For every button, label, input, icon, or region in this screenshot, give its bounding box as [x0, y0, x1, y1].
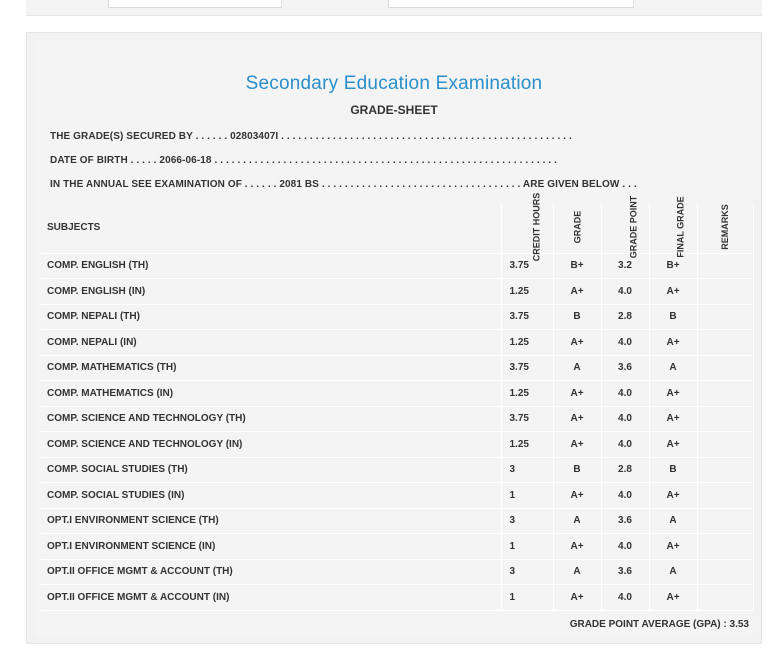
subject-cell: COMP. ENGLISH (IN): [41, 279, 501, 305]
remarks-cell: [697, 559, 753, 585]
grade-cell: A: [553, 559, 601, 585]
subject-cell: COMP. SCIENCE AND TECHNOLOGY (TH): [41, 406, 501, 432]
table-row: [41, 508, 753, 534]
credit-hours-cell: 3: [501, 508, 553, 534]
final-grade-cell: A+: [649, 534, 697, 560]
subject-cell: COMP. SOCIAL STUDIES (TH): [41, 457, 501, 483]
final-grade-cell: B+: [649, 253, 697, 279]
top-input-field-1[interactable]: [108, 0, 282, 8]
table-row: [41, 534, 753, 560]
table-row: [41, 381, 753, 407]
remarks-cell: [697, 483, 753, 509]
credit-hours-cell: 1.25: [501, 381, 553, 407]
credit-hours-cell: 1.25: [501, 330, 553, 356]
grade-rows: [41, 253, 753, 610]
remarks-cell: [697, 432, 753, 458]
table-row: [41, 304, 753, 330]
grade-point-cell: 3.6: [601, 559, 649, 585]
remarks-cell: [697, 534, 753, 560]
subject-cell: COMP. MATHEMATICS (IN): [41, 381, 501, 407]
grade-point-cell: 4.0: [601, 534, 649, 560]
grade-point-cell: 2.8: [601, 304, 649, 330]
exam-title: Secondary Education Examination: [245, 73, 543, 94]
date-of-birth-line: DATE OF BIRTH . . . . . 2066-06-18 . . . . . . . . . . . . . . . . . . . . . . . . . . . . . . . . . . . . . . . . . . . . . . . . . . . . . . . . . . . .: [50, 155, 557, 166]
remarks-cell: [697, 330, 753, 356]
final-grade-cell: A+: [649, 406, 697, 432]
grade-cell: A+: [553, 432, 601, 458]
top-input-field-2[interactable]: [388, 0, 634, 8]
grade-cell: A+: [553, 381, 601, 407]
subject-cell: COMP. SCIENCE AND TECHNOLOGY (IN): [41, 432, 501, 458]
header-grade: GRADE: [553, 203, 601, 253]
grade-cell: B+: [553, 253, 601, 279]
final-grade-cell: B: [649, 457, 697, 483]
remarks-cell: [697, 406, 753, 432]
grade-cell: A: [553, 508, 601, 534]
subject-cell: OPT.I ENVIRONMENT SCIENCE (IN): [41, 534, 501, 560]
subject-cell: OPT.II OFFICE MGMT & ACCOUNT (IN): [41, 585, 501, 611]
header-remarks: REMARKS: [697, 203, 753, 253]
subject-cell: COMP. SOCIAL STUDIES (IN): [41, 483, 501, 509]
grade-point-cell: 3.2: [601, 253, 649, 279]
subject-cell: COMP. ENGLISH (TH): [41, 253, 501, 279]
grade-cell: A+: [553, 279, 601, 305]
credit-hours-cell: 1: [501, 483, 553, 509]
subject-cell: COMP. MATHEMATICS (TH): [41, 355, 501, 381]
table-row: [41, 330, 753, 356]
table-row: [41, 406, 753, 432]
header-final-grade: FINAL GRADE: [649, 203, 697, 253]
grades-table: [41, 192, 754, 611]
table-row: [41, 559, 753, 585]
grade-point-cell: 2.8: [601, 457, 649, 483]
credit-hours-cell: 1: [501, 585, 553, 611]
subject-cell: COMP. NEPALI (TH): [41, 304, 501, 330]
credit-hours-cell: 1.25: [501, 432, 553, 458]
gpa-summary: GRADE POINT AVERAGE (GPA) : 3.53: [569, 619, 749, 630]
grade-sheet-body: [35, 39, 753, 637]
grade-cell: B: [553, 457, 601, 483]
credit-hours-cell: 3.75: [501, 355, 553, 381]
exam-line: IN THE ANNUAL SEE EXAMINATION OF . . . . . . 2081 BS . . . . . . . . . . . . . . . . . . . . . . . . . . . . . . . . . . . ARE GIVEN BELOW . . .: [50, 179, 637, 190]
grade-cell: A: [553, 355, 601, 381]
final-grade-cell: A+: [649, 432, 697, 458]
grade-cell: A+: [553, 585, 601, 611]
final-grade-cell: A: [649, 508, 697, 534]
credit-hours-cell: 3.75: [501, 304, 553, 330]
credit-hours-cell: 1.25: [501, 279, 553, 305]
table-row: [41, 279, 753, 305]
secured-by-line: THE GRADE(S) SECURED BY . . . . . . 02803407I . . . . . . . . . . . . . . . . . . . . . . . . . . . . . . . . . . . . . . . . . . . . . . . . . . .: [50, 131, 572, 142]
remarks-cell: [697, 253, 753, 279]
final-grade-cell: B: [649, 304, 697, 330]
final-grade-cell: A+: [649, 381, 697, 407]
remarks-cell: [697, 381, 753, 407]
sheet-subtitle: GRADE-SHEET: [350, 103, 438, 117]
final-grade-cell: A: [649, 355, 697, 381]
table-row: [41, 355, 753, 381]
grade-point-cell: 3.6: [601, 355, 649, 381]
remarks-cell: [697, 279, 753, 305]
grade-sheet-panel: [26, 32, 762, 644]
table-row: [41, 457, 753, 483]
final-grade-cell: A+: [649, 585, 697, 611]
table-row: [41, 585, 753, 611]
final-grade-cell: A+: [649, 279, 697, 305]
grade-cell: A+: [553, 330, 601, 356]
remarks-cell: [697, 304, 753, 330]
grade-point-cell: 4.0: [601, 279, 649, 305]
grade-cell: A+: [553, 406, 601, 432]
grade-cell: B: [553, 304, 601, 330]
grade-point-cell: 4.0: [601, 330, 649, 356]
remarks-cell: [697, 355, 753, 381]
header-grade-point: GRADE POINT: [601, 203, 649, 253]
credit-hours-cell: 3: [501, 457, 553, 483]
subject-cell: OPT.I ENVIRONMENT SCIENCE (TH): [41, 508, 501, 534]
grade-point-cell: 4.0: [601, 585, 649, 611]
table-row: [41, 483, 753, 509]
grade-point-cell: 4.0: [601, 432, 649, 458]
grade-point-cell: 4.0: [601, 381, 649, 407]
header-subjects: SUBJECTS: [41, 203, 501, 253]
subject-cell: COMP. NEPALI (IN): [41, 330, 501, 356]
remarks-cell: [697, 508, 753, 534]
table-row: [41, 253, 753, 279]
grade-point-cell: 4.0: [601, 483, 649, 509]
grade-cell: A+: [553, 483, 601, 509]
table-row: [41, 432, 753, 458]
final-grade-cell: A: [649, 559, 697, 585]
grade-point-cell: 3.6: [601, 508, 649, 534]
table-header-row: [41, 203, 753, 253]
credit-hours-cell: 3.75: [501, 253, 553, 279]
top-form-strip: [26, 0, 762, 16]
subject-cell: OPT.II OFFICE MGMT & ACCOUNT (TH): [41, 559, 501, 585]
grade-point-cell: 4.0: [601, 406, 649, 432]
credit-hours-cell: 1: [501, 534, 553, 560]
credit-hours-cell: 3: [501, 559, 553, 585]
credit-hours-cell: 3.75: [501, 406, 553, 432]
remarks-cell: [697, 585, 753, 611]
grade-cell: A+: [553, 534, 601, 560]
header-credit-hours: CREDIT HOURS: [501, 203, 553, 253]
remarks-cell: [697, 457, 753, 483]
final-grade-cell: A+: [649, 330, 697, 356]
final-grade-cell: A+: [649, 483, 697, 509]
